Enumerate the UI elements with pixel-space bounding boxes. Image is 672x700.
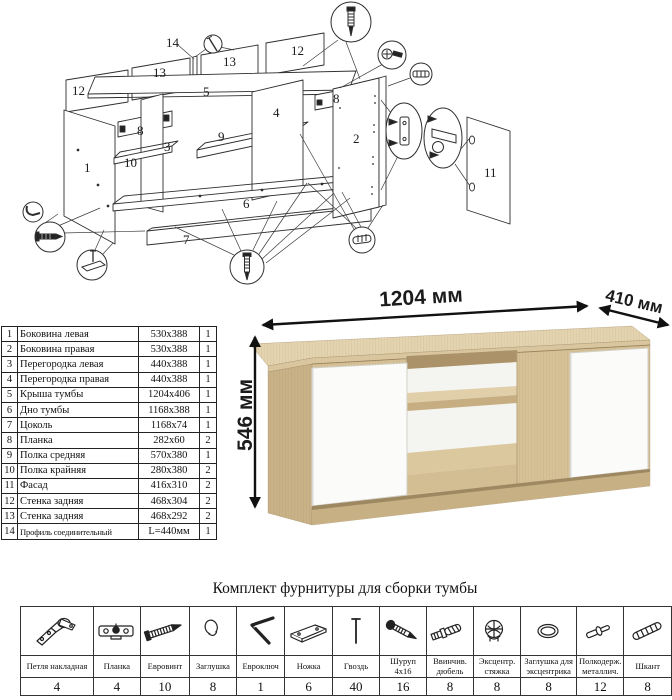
hardware-icon-cell — [333, 607, 380, 656]
hardware-qty-cell: 40 — [333, 678, 380, 696]
hardware-icon-cell — [140, 607, 189, 656]
parts-row — [2, 509, 217, 524]
parts-cell-name: Крыша тумбы — [18, 387, 139, 402]
hardware-qty-cell: 4 — [93, 678, 140, 696]
hardware-icon-cell — [521, 607, 577, 656]
parts-cell-num: 12 — [2, 494, 18, 509]
hardware-name-cell: Заглушка для эксцентрика — [521, 656, 577, 678]
hardware-name-row — [21, 656, 672, 678]
parts-cell-num: 2 — [2, 342, 18, 357]
parts-row — [2, 372, 217, 387]
parts-cell-num: 14 — [2, 524, 18, 539]
parts-cell-qty: 2 — [200, 494, 217, 509]
parts-cell-size: 440x388 — [139, 357, 200, 372]
hardware-qty-cell: 12 — [577, 678, 624, 696]
parts-cell-num: 9 — [2, 448, 18, 463]
hardware-name-cell: Евроключ — [236, 656, 284, 678]
parts-cell-num: 13 — [2, 509, 18, 524]
part-label-5: 5 — [203, 84, 210, 99]
part-label-7: 7 — [183, 232, 190, 247]
parts-cell-name: Стенка задняя — [18, 509, 139, 524]
parts-cell-size: 530x388 — [139, 327, 200, 342]
hardware-qty-cell: 10 — [140, 678, 189, 696]
hardware-icon-cell — [236, 607, 284, 656]
parts-cell-name: Стенка задняя — [18, 494, 139, 509]
parts-row — [2, 448, 217, 463]
parts-cell-qty: 1 — [200, 342, 217, 357]
plate-icon — [94, 612, 140, 650]
hardware-qty-row — [21, 678, 672, 696]
parts-row — [2, 357, 217, 372]
parts-row — [2, 402, 217, 417]
parts-table — [1, 326, 217, 540]
hardware-name-cell: Планка — [93, 656, 140, 678]
parts-row — [2, 342, 217, 357]
hexkey-icon — [238, 612, 284, 650]
parts-cell-name: Планка — [18, 433, 139, 448]
hardware-qty-cell: 4 — [21, 678, 94, 696]
hardware-qty-cell: 6 — [285, 678, 333, 696]
hardware-name-cell: Эксцентр. стяжка — [474, 656, 521, 678]
parts-cell-num: 8 — [2, 433, 18, 448]
part-label-13: 13 — [153, 65, 166, 80]
hardware-icon-cell — [189, 607, 236, 656]
hardware-qty-cell: 16 — [380, 678, 427, 696]
parts-row — [2, 463, 217, 478]
nail-icon — [333, 612, 379, 650]
part-label-6: 6 — [243, 196, 250, 211]
parts-cell-size: 282x60 — [139, 433, 200, 448]
parts-cell-num: 1 — [2, 327, 18, 342]
hardware-icon-cell — [577, 607, 624, 656]
part-label-13: 13 — [223, 54, 236, 69]
parts-cell-num: 11 — [2, 478, 18, 493]
part-label-4: 4 — [273, 105, 280, 120]
parts-cell-qty: 2 — [200, 463, 217, 478]
parts-row — [2, 478, 217, 493]
parts-cell-qty: 1 — [200, 357, 217, 372]
parts-row — [2, 327, 217, 342]
parts-row — [2, 524, 217, 539]
parts-row — [2, 418, 217, 433]
parts-cell-num: 6 — [2, 402, 18, 417]
parts-cell-name: Профиль соединительный — [18, 524, 139, 539]
parts-cell-qty: 1 — [200, 387, 217, 402]
part-label-10: 10 — [124, 155, 137, 170]
hardware-name-cell: Евровинт — [140, 656, 189, 678]
hardware-name-cell: Шкант — [624, 656, 672, 678]
hardware-icon-cell — [380, 607, 427, 656]
parts-cell-size: 416x310 — [139, 478, 200, 493]
parts-cell-qty: 1 — [200, 524, 217, 539]
part-label-12: 12 — [72, 83, 85, 98]
parts-cell-qty: 1 — [200, 327, 217, 342]
hardware-table — [20, 606, 672, 696]
parts-row — [2, 494, 217, 509]
parts-cell-num: 7 — [2, 418, 18, 433]
parts-cell-size: L=440мм — [139, 524, 200, 539]
hardware-icon-cell — [474, 607, 521, 656]
cabinet-illustration — [230, 280, 672, 565]
screw-icon — [380, 612, 426, 650]
parts-cell-size: 570x380 — [139, 448, 200, 463]
screw-dowel-icon — [427, 612, 473, 650]
parts-cell-num: 5 — [2, 387, 18, 402]
part-label-14: 14 — [166, 35, 179, 50]
part-label-1: 1 — [84, 160, 91, 175]
hardware-icon-cell — [93, 607, 140, 656]
hardware-icon-row — [21, 607, 672, 656]
parts-cell-size: 1204x406 — [139, 387, 200, 402]
parts-cell-name: Перегородка правая — [18, 372, 139, 387]
parts-cell-name: Цоколь — [18, 418, 139, 433]
hardware-qty-cell: 8 — [521, 678, 577, 696]
parts-cell-qty: 2 — [200, 509, 217, 524]
parts-cell-size: 440x388 — [139, 372, 200, 387]
right-door — [570, 348, 648, 478]
parts-cell-name: Перегородка левая — [18, 357, 139, 372]
hardware-icon-cell — [21, 607, 94, 656]
part-label-8: 8 — [333, 91, 340, 106]
width-arrow — [263, 306, 587, 325]
parts-cell-num: 4 — [2, 372, 18, 387]
hardware-name-cell: Ножка — [285, 656, 333, 678]
parts-cell-size: 280x380 — [139, 463, 200, 478]
parts-cell-name: Полка средняя — [18, 448, 139, 463]
foot-icon — [286, 612, 332, 650]
hardware-qty-cell: 8 — [189, 678, 236, 696]
cam-cap-icon — [526, 612, 572, 650]
cap-icon — [190, 612, 236, 650]
width-dimension-label: 1204 мм — [378, 283, 464, 312]
confirmat-icon — [142, 612, 188, 650]
hardware-icon-cell — [285, 607, 333, 656]
parts-cell-qty: 1 — [200, 418, 217, 433]
parts-row — [2, 433, 217, 448]
hardware-icon-cell — [624, 607, 672, 656]
parts-cell-size: 530x388 — [139, 342, 200, 357]
parts-row — [2, 387, 217, 402]
parts-cell-size: 1168x74 — [139, 418, 200, 433]
parts-cell-num: 10 — [2, 463, 18, 478]
part-label-11: 11 — [484, 165, 497, 180]
hardware-name-cell: Полкодерж. металлич. — [577, 656, 624, 678]
part-label-2: 2 — [353, 131, 360, 146]
parts-cell-qty: 1 — [200, 448, 217, 463]
hardware-name-cell: Гвоздь — [333, 656, 380, 678]
part-label-12: 12 — [291, 43, 304, 58]
parts-cell-name: Боковина левая — [18, 327, 139, 342]
hardware-qty-cell: 1 — [236, 678, 284, 696]
hardware-name-cell: Шуруп 4x16 — [380, 656, 427, 678]
hardware-qty-cell: 8 — [474, 678, 521, 696]
parts-cell-size: 468x292 — [139, 509, 200, 524]
cabinet-niche — [407, 350, 517, 495]
parts-cell-size: 1168x388 — [139, 402, 200, 417]
dowel-icon — [625, 612, 671, 650]
hardware-name-cell: Ввинчив. дюбель — [427, 656, 474, 678]
parts-cell-name: Дно тумбы — [18, 402, 139, 417]
hinge-icon — [34, 612, 80, 650]
shelf-support-icon — [577, 612, 623, 650]
hardware-name-cell: Петля накладная — [21, 656, 94, 678]
parts-cell-name: Боковина правая — [18, 342, 139, 357]
part-label-3: 3 — [164, 139, 171, 154]
depth-dimension-label: 410 мм — [603, 285, 665, 318]
parts-cell-qty: 2 — [200, 478, 217, 493]
parts-cell-size: 468x304 — [139, 494, 200, 509]
hardware-icon-cell — [427, 607, 474, 656]
hardware-name-cell: Заглушка — [189, 656, 236, 678]
height-dimension-label: 546 мм — [234, 379, 257, 451]
hardware-qty-cell: 8 — [624, 678, 672, 696]
parts-table-body — [2, 327, 217, 540]
hardware-qty-cell: 8 — [427, 678, 474, 696]
part-label-9: 9 — [218, 129, 225, 144]
parts-cell-qty: 1 — [200, 372, 217, 387]
hardware-title: Комплект фурнитуры для сборки тумбы — [212, 580, 478, 597]
part-label-8: 8 — [137, 123, 144, 138]
parts-cell-num: 3 — [2, 357, 18, 372]
parts-cell-qty: 1 — [200, 402, 217, 417]
cam-lock-icon — [474, 612, 520, 650]
parts-cell-name: Полка крайняя — [18, 463, 139, 478]
parts-cell-qty: 2 — [200, 433, 217, 448]
parts-cell-name: Фасад — [18, 478, 139, 493]
left-door — [312, 363, 407, 506]
